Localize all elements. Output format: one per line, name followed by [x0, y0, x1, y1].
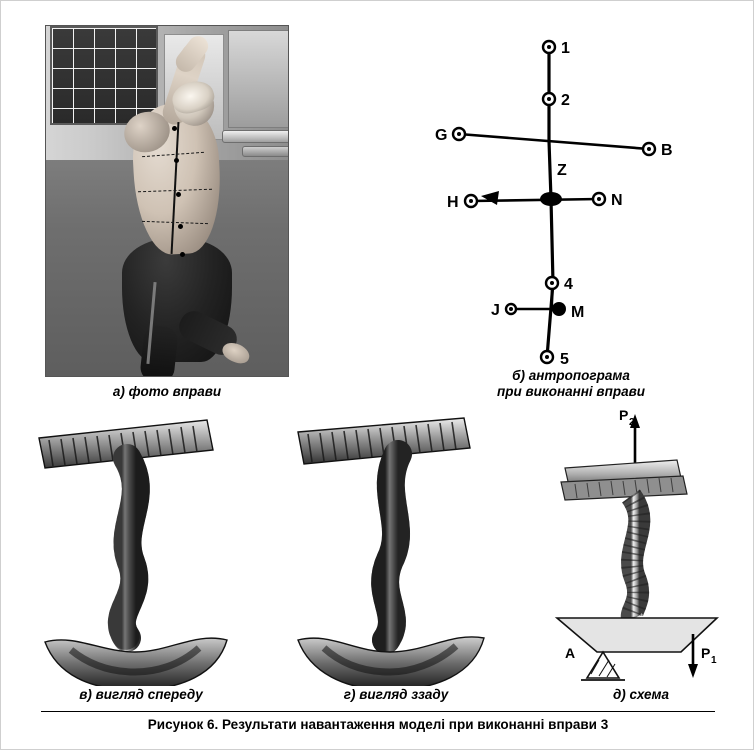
anthropogram-label-5: 5 [560, 351, 569, 368]
anthropogram-arrow-left [481, 191, 499, 205]
caption-panel-b-line2: при виконанні вправи [496, 384, 645, 399]
gym-rail-upper [222, 130, 289, 143]
model-back-view [286, 406, 506, 686]
anthropogram-label-B: B [661, 142, 673, 159]
marker-dot [180, 252, 185, 257]
caption-panel-d: д) схема [612, 687, 670, 702]
person-leg-standing [139, 324, 179, 377]
model-spine-fringe-bands [122, 458, 136, 638]
exercise-photo [45, 25, 289, 377]
figure-caption: Рисунок 6. Результати навантаження моделі при виконанні вправи 3 [147, 717, 609, 732]
caption-divider [41, 711, 715, 712]
force-label-p2-sub: 2 [629, 417, 635, 428]
anthropogram-label-G: G [435, 127, 448, 144]
anthropogram-center-node [540, 192, 562, 206]
load-scheme-diagram [541, 406, 741, 686]
force-arrow-p1-head [688, 664, 698, 678]
caption-panel-a: а) фото вправи [112, 384, 222, 399]
caption-panel-b-line1: б) антропограма [512, 368, 630, 383]
scheme-svg [541, 406, 741, 686]
anthropogram-label-H: H [447, 194, 459, 211]
force-label-p1-sub: 1 [711, 655, 717, 666]
caption-panel-b [441, 368, 701, 400]
window-grid-icon [52, 28, 156, 123]
anthropogram-label-Z: Z [557, 162, 567, 179]
marker-dot [174, 158, 179, 163]
anthropogram-label-N: N [611, 192, 623, 209]
force-label-p2: P [619, 407, 629, 423]
anthropogram-label-M: M [571, 304, 585, 321]
model-front-svg [31, 406, 251, 686]
marker-dot [178, 224, 183, 229]
marker-dot [172, 126, 177, 131]
model-back-svg [286, 406, 506, 686]
model-front-view [31, 406, 251, 686]
anthropogram-diagram [421, 21, 721, 371]
anthropogram-line-GB [459, 134, 649, 149]
anthropogram-svg [421, 21, 721, 371]
wall-panel-right [228, 30, 289, 128]
anthropogram-label-4: 4 [564, 276, 573, 293]
scheme-label-A: A [565, 645, 576, 661]
gym-rail-lower [242, 146, 289, 157]
anthropogram-label-1: 1 [561, 40, 570, 57]
anthropogram-label-J: J [491, 302, 500, 319]
caption-panel-v: в) вигляд спереду [79, 687, 203, 702]
caption-panel-g: г) вигляд ззаду [343, 687, 449, 702]
anthropogram-label-2: 2 [561, 92, 570, 109]
force-label-p1: P [701, 645, 711, 661]
marker-dot [176, 192, 181, 197]
model-spine-fringe-bands [385, 454, 398, 640]
